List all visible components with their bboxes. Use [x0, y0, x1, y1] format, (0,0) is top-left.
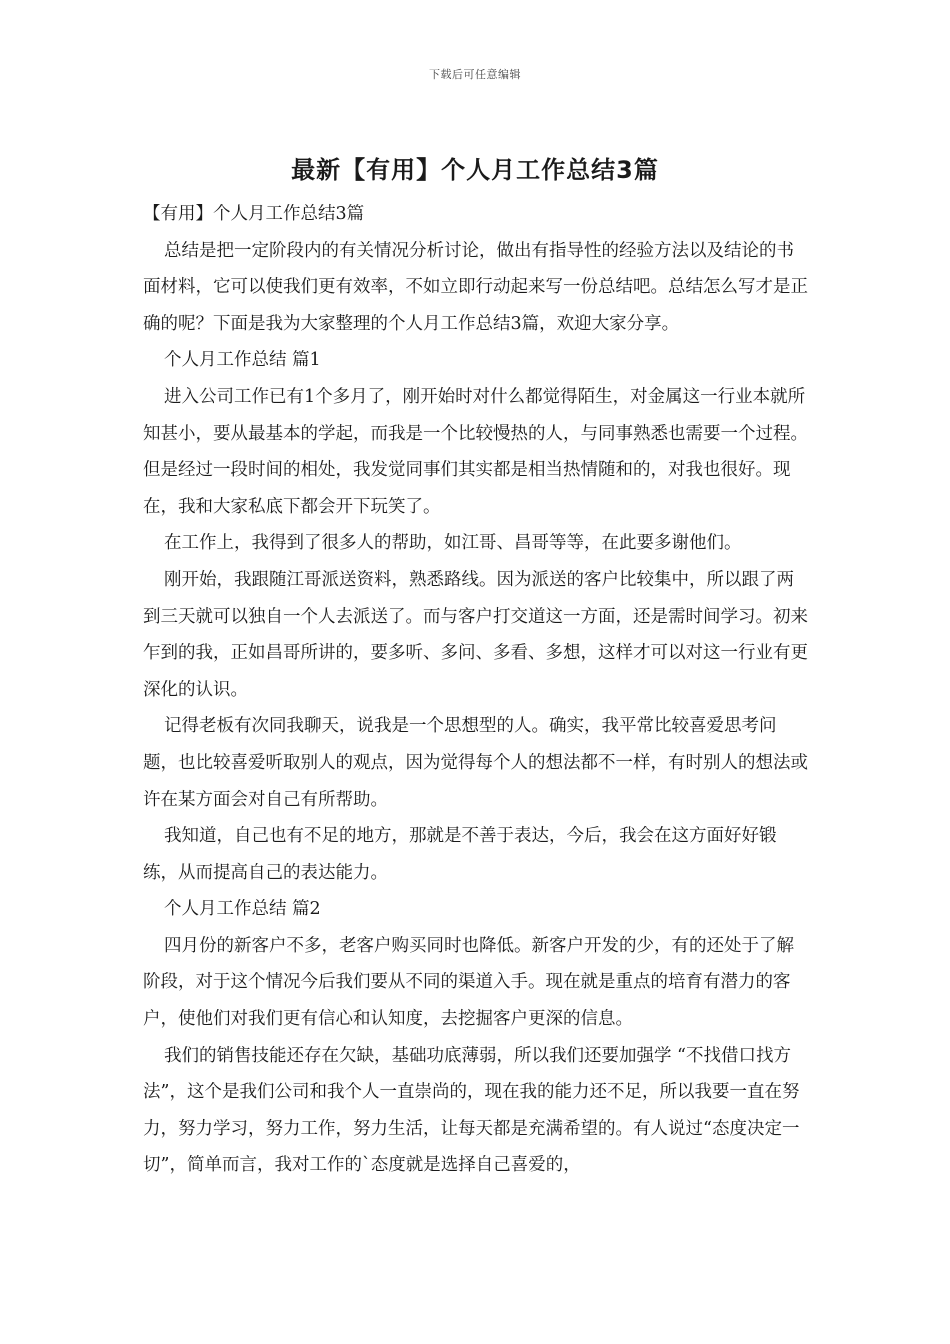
document-title: 最新【有用】个人月工作总结3篇: [291, 156, 659, 184]
body-paragraph: 我们的销售技能还存在欠缺，基础功底薄弱，所以我们还要加强学 “不找借口找方法”，这个是我们公司和我个人一直崇尚的，现在我的能力还不足，所以我要一直在努力，努力学习，努力工作，努力生活，让每天都是充满希望的。有人说过“态度决定一切”，简单而言，我对工作的`态度就是选择自己喜爱的，: [143, 1045, 800, 1176]
subtitle-paragraph: 【有用】个人月工作总结3篇: [143, 204, 365, 224]
body-paragraph: 我知道，自己也有不足的地方，那就是不善于表达，今后，我会在这方面好好锻练，从而提高自己的表达能力。: [143, 826, 777, 883]
body-paragraph: 进入公司工作已有1个多月了，刚开始时对什么都觉得陌生，对金属这一行业本就所知甚小，要从最基本的学起，而我是一个比较慢热的人，与同事熟悉也需要一个过程。但是经过一段时间的相处，我发觉同事们其实都是相当热情随和的，对我也很好。现在，我和大家私底下都会开下玩笑了。: [143, 386, 808, 517]
section-heading: 个人月工作总结 篇1: [164, 350, 321, 371]
section-heading: 个人月工作总结 篇2: [164, 899, 321, 920]
page-header-note: 下载后可任意编辑: [429, 68, 521, 81]
body-paragraph: 刚开始，我跟随江哥派送资料，熟悉路线。因为派送的客户比较集中，所以跟了两到三天就可以独自一个人去派送了。而与客户打交道这一方面，还是需时间学习。初来乍到的我，正如昌哥所讲的，要多听、多问、多看、多想，这样才可以对这一行业有更深化的认识。: [143, 569, 808, 700]
body-paragraph: 在工作上，我得到了很多人的帮助，如江哥、昌哥等等，在此要多谢他们。: [164, 533, 742, 554]
document-body: [143, 196, 809, 1184]
body-paragraph: 四月份的新客户不多，老客户购买同时也降低。新客户开发的少，有的还处于了解阶段，对于这个情况今后我们要从不同的渠道入手。现在就是重点的培育有潜力的客户，使他们对我们更有信心和认知度，去挖掘客户更深的信息。: [143, 935, 794, 1030]
body-paragraph: 总结是把一定阶段内的有关情况分析讨论，做出有指导性的经验方法以及结论的书面材料，它可以使我们更有效率，不如立即行动起来写一份总结吧。总结怎么写才是正确的呢？下面是我为大家整理的个人月工作总结3篇，欢迎大家分享。: [143, 240, 808, 334]
body-paragraph: 记得老板有次同我聊天，说我是一个思想型的人。确实，我平常比较喜爱思考问题，也比较喜爱听取别人的观点，因为觉得每个人的想法都不一样，有时别人的想法或许在某方面会对自己有所帮助。: [143, 716, 808, 810]
